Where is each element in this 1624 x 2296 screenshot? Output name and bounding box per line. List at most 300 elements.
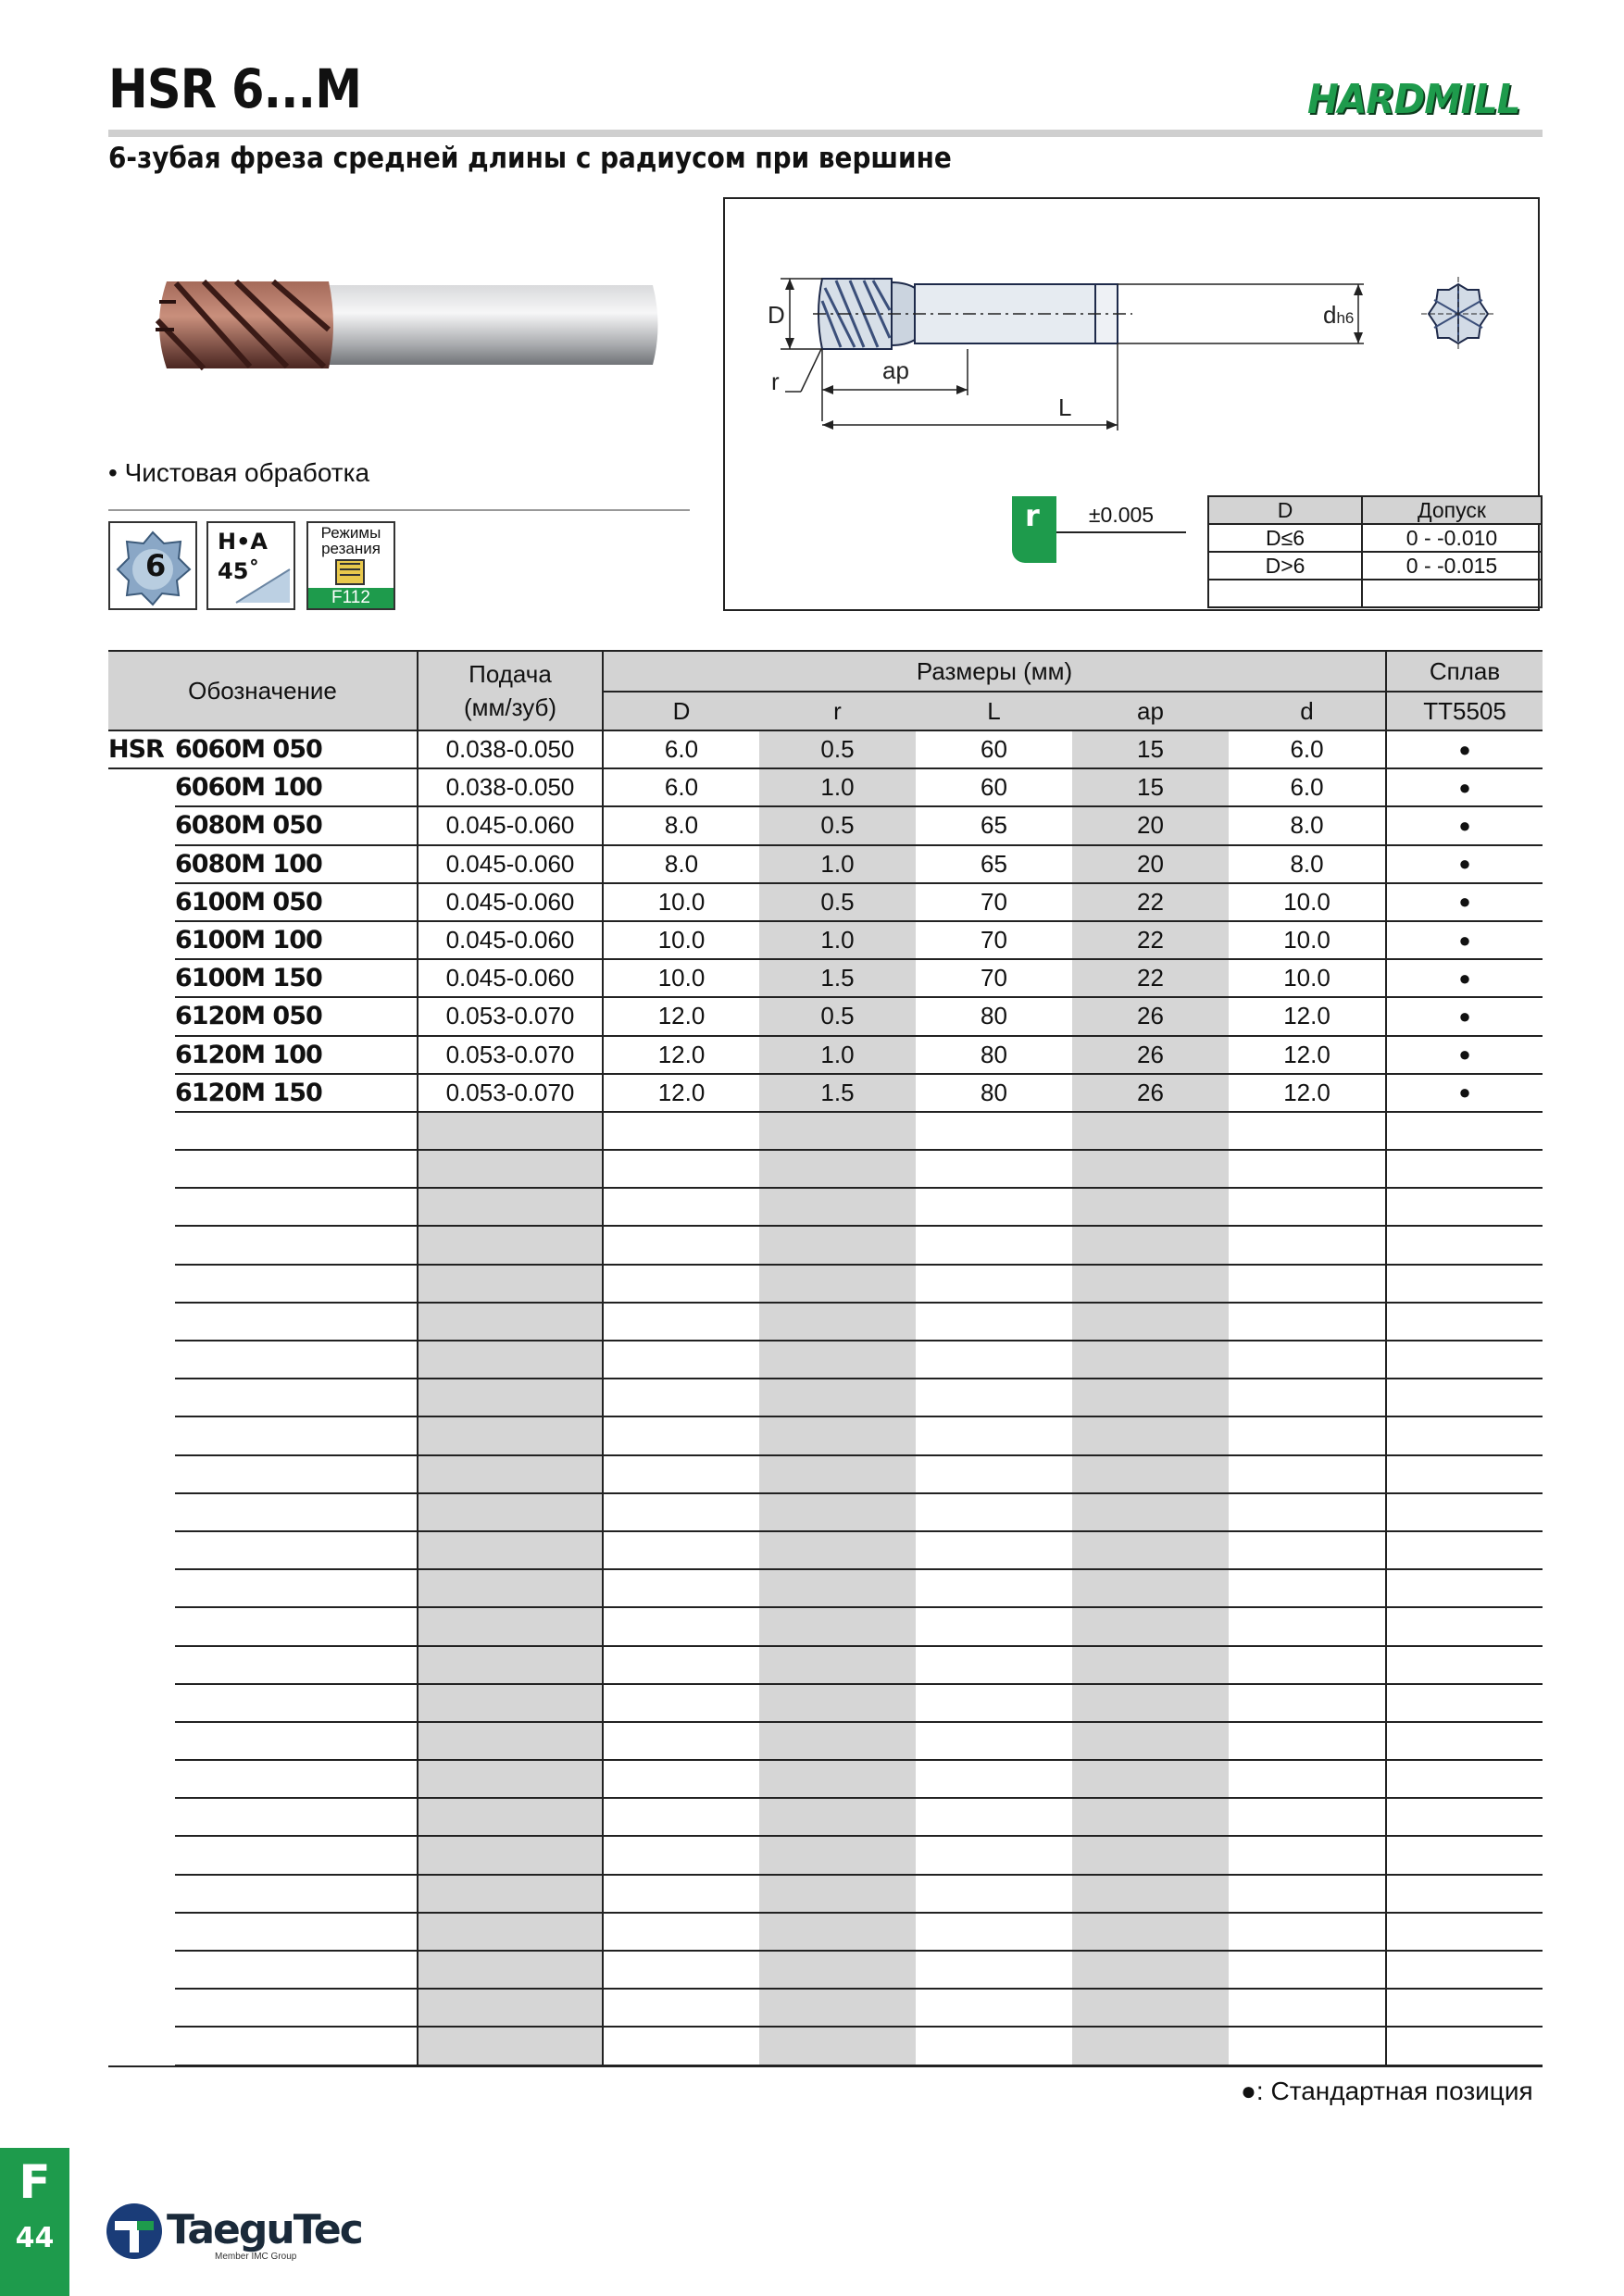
header-dimensions: Размеры (мм) <box>603 651 1386 692</box>
empty-cell <box>175 1989 418 2027</box>
empty-cell <box>175 1112 418 1150</box>
empty-cell <box>1386 2027 1543 2065</box>
empty-cell <box>108 1722 175 1760</box>
empty-cell <box>1386 1569 1543 1607</box>
dim-D-cell: 8.0 <box>603 845 759 883</box>
empty-cell <box>1072 1455 1229 1493</box>
empty-cell <box>759 1875 916 1913</box>
dim-r-cell: 1.0 <box>759 768 916 806</box>
empty-cell <box>1386 1303 1543 1341</box>
feed-cell: 0.053-0.070 <box>418 1074 603 1112</box>
empty-cell <box>108 1684 175 1722</box>
feature-item: • Чистовая обработка <box>108 458 370 487</box>
end-mill-photo <box>148 274 668 376</box>
dim-L-cell: 80 <box>916 1036 1072 1074</box>
empty-cell <box>1229 1265 1386 1303</box>
dim-r-cell: 0.5 <box>759 883 916 921</box>
feed-cell: 0.045-0.060 <box>418 921 603 959</box>
dim-r-cell: 0.5 <box>759 806 916 844</box>
dim-d-cell: 6.0 <box>1229 730 1386 768</box>
empty-cell <box>759 1989 916 2027</box>
empty-cell <box>1072 1226 1229 1264</box>
feature-divider <box>108 509 690 511</box>
empty-cell <box>759 1416 916 1454</box>
empty-cell <box>1072 1265 1229 1303</box>
dim-D-cell: 8.0 <box>603 806 759 844</box>
dim-r-cell: 0.5 <box>759 730 916 768</box>
page-subtitle: 6-зубая фреза средней длины с радиусом при вершине <box>108 142 952 175</box>
empty-cell <box>1072 1836 1229 1874</box>
dim-r-cell: 1.0 <box>759 921 916 959</box>
empty-cell <box>418 1150 603 1188</box>
header-d: d <box>1229 692 1386 730</box>
empty-cell <box>1386 1760 1543 1798</box>
empty-cell <box>759 1913 916 1951</box>
empty-cell <box>108 1760 175 1798</box>
dim-r-cell: 1.0 <box>759 1036 916 1074</box>
empty-cell <box>418 1303 603 1341</box>
stock-mark: ● <box>1386 806 1543 844</box>
table-row <box>108 959 1543 997</box>
dimension-d-label: dh6 <box>1323 301 1355 329</box>
empty-cell <box>108 1531 175 1569</box>
empty-cell <box>1386 1379 1543 1416</box>
empty-cell <box>1072 1722 1229 1760</box>
empty-cell <box>916 1951 1072 1989</box>
empty-cell <box>759 1188 916 1226</box>
empty-cell <box>1072 1798 1229 1836</box>
empty-cell <box>175 1913 418 1951</box>
company-subtitle: Member IMC Group <box>215 2252 297 2262</box>
empty-cell <box>1072 1531 1229 1569</box>
angle-wedge-icon <box>208 523 294 608</box>
empty-cell <box>1229 1455 1386 1493</box>
empty-cell <box>916 1455 1072 1493</box>
radius-tolerance-badge <box>1012 496 1056 563</box>
empty-cell <box>1229 1531 1386 1569</box>
empty-cell <box>603 1875 759 1913</box>
dimension-r-label: r <box>771 368 780 395</box>
header-divider <box>108 130 1543 137</box>
feed-cell: 0.045-0.060 <box>418 845 603 883</box>
empty-cell <box>175 1303 418 1341</box>
empty-row <box>108 1188 1543 1226</box>
stock-mark: ● <box>1386 997 1543 1035</box>
series-prefix <box>108 1036 175 1074</box>
empty-cell <box>1072 1493 1229 1531</box>
empty-cell <box>1386 1951 1543 1989</box>
empty-cell <box>759 1455 916 1493</box>
dim-ap-cell: 20 <box>1072 806 1229 844</box>
empty-cell <box>1229 1379 1386 1416</box>
empty-cell <box>759 1493 916 1531</box>
dim-d-cell: 12.0 <box>1229 1074 1386 1112</box>
series-prefix <box>108 1074 175 1112</box>
empty-cell <box>916 1226 1072 1264</box>
empty-cell <box>1072 1875 1229 1913</box>
empty-cell <box>1386 1188 1543 1226</box>
empty-cell <box>1386 1226 1543 1264</box>
radius-tolerance-value: ±0.005 <box>1056 496 1186 533</box>
feed-cell: 0.045-0.060 <box>418 883 603 921</box>
designation-code: 6060M 100 <box>175 768 418 806</box>
empty-cell <box>1386 1875 1543 1913</box>
empty-cell <box>418 1836 603 1874</box>
empty-cell <box>418 1531 603 1569</box>
empty-cell <box>418 1951 603 1989</box>
empty-cell <box>603 1646 759 1684</box>
cutting-conditions-page-ref: F112 <box>308 588 394 608</box>
empty-cell <box>603 1760 759 1798</box>
tolerance-cell <box>1208 580 1362 607</box>
page-number: 44 <box>15 2222 55 2254</box>
designation-code: 6100M 050 <box>175 883 418 921</box>
empty-cell <box>418 1569 603 1607</box>
empty-cell <box>1386 1798 1543 1836</box>
designation-code: 6120M 150 <box>175 1074 418 1112</box>
designation-code: 6120M 100 <box>175 1036 418 1074</box>
empty-cell <box>1072 1112 1229 1150</box>
empty-cell <box>175 1188 418 1226</box>
empty-cell <box>916 1188 1072 1226</box>
table-row <box>108 768 1543 806</box>
empty-cell <box>108 1875 175 1913</box>
empty-cell <box>1229 1646 1386 1684</box>
empty-cell <box>603 1989 759 2027</box>
empty-cell <box>916 1150 1072 1188</box>
empty-cell <box>1229 1226 1386 1264</box>
feed-cell: 0.045-0.060 <box>418 959 603 997</box>
table-row <box>108 997 1543 1035</box>
empty-cell <box>108 1188 175 1226</box>
empty-row <box>108 1531 1543 1569</box>
empty-cell <box>1072 1913 1229 1951</box>
empty-cell <box>418 1455 603 1493</box>
dim-L-cell: 70 <box>916 921 1072 959</box>
empty-cell <box>603 1150 759 1188</box>
empty-row <box>108 1341 1543 1379</box>
series-prefix <box>108 806 175 844</box>
hardness-label: H•A <box>218 529 268 555</box>
empty-row <box>108 1303 1543 1341</box>
empty-cell <box>175 2027 418 2065</box>
empty-cell <box>1229 1493 1386 1531</box>
empty-cell <box>175 1951 418 1989</box>
dim-L-cell: 60 <box>916 768 1072 806</box>
empty-cell <box>603 1951 759 1989</box>
table-row <box>108 1036 1543 1074</box>
empty-cell <box>1229 2027 1386 2065</box>
helix-angle-label: 45˚ <box>218 558 260 584</box>
dim-r-cell: 0.5 <box>759 997 916 1035</box>
table-row <box>108 1074 1543 1112</box>
tolerance-header-tolerance: Допуск <box>1362 496 1542 524</box>
dimension-L-label: L <box>1058 393 1072 421</box>
series-prefix <box>108 997 175 1035</box>
header-D: D <box>603 692 759 730</box>
legend-standard-item: ●: Стандартная позиция <box>1241 2077 1533 2105</box>
dim-L-cell: 70 <box>916 883 1072 921</box>
cutting-conditions-label: Режимы резания <box>320 524 381 557</box>
feed-cell: 0.045-0.060 <box>418 806 603 844</box>
empty-cell <box>418 1265 603 1303</box>
empty-cell <box>603 1416 759 1454</box>
dim-D-cell: 6.0 <box>603 768 759 806</box>
empty-cell <box>175 1569 418 1607</box>
empty-row <box>108 1913 1543 1951</box>
empty-cell <box>1386 1836 1543 1874</box>
empty-cell <box>1386 1416 1543 1454</box>
empty-row <box>108 1875 1543 1913</box>
empty-cell <box>1229 1913 1386 1951</box>
tolerance-cell: 0 - -0.010 <box>1362 524 1542 552</box>
empty-cell <box>916 1112 1072 1150</box>
dim-L-cell: 65 <box>916 806 1072 844</box>
empty-row <box>108 1150 1543 1188</box>
empty-row <box>108 1379 1543 1416</box>
empty-cell <box>1072 1646 1229 1684</box>
dim-r-cell: 1.5 <box>759 959 916 997</box>
dim-d-cell: 10.0 <box>1229 959 1386 997</box>
empty-cell <box>1229 1303 1386 1341</box>
empty-cell <box>108 1416 175 1454</box>
dim-L-cell: 65 <box>916 845 1072 883</box>
dimension-ap-label: ap <box>882 356 909 384</box>
empty-row <box>108 1493 1543 1531</box>
empty-cell <box>175 1265 418 1303</box>
header-alloy: Сплав <box>1386 651 1543 692</box>
dimension-D-label: D <box>768 301 785 329</box>
empty-cell <box>1229 1416 1386 1454</box>
flute-count-icon <box>108 521 197 610</box>
empty-cell <box>916 1798 1072 1836</box>
empty-cell <box>175 1684 418 1722</box>
empty-cell <box>108 1265 175 1303</box>
empty-cell <box>1386 1913 1543 1951</box>
dim-ap-cell: 26 <box>1072 997 1229 1035</box>
empty-cell <box>108 1455 175 1493</box>
empty-cell <box>1229 1188 1386 1226</box>
empty-cell <box>916 1760 1072 1798</box>
stock-mark: ● <box>1386 730 1543 768</box>
table-bottom-rule <box>108 2065 1543 2067</box>
brand-logo: HARDMILL <box>1307 76 1520 123</box>
empty-cell <box>418 1379 603 1416</box>
empty-cell <box>759 2027 916 2065</box>
empty-cell <box>1072 1684 1229 1722</box>
section-tab <box>0 2148 69 2296</box>
empty-cell <box>1386 1607 1543 1645</box>
stock-mark: ● <box>1386 1036 1543 1074</box>
empty-cell <box>1072 1150 1229 1188</box>
empty-cell <box>418 1416 603 1454</box>
empty-cell <box>1229 1836 1386 1874</box>
empty-cell <box>916 1722 1072 1760</box>
empty-cell <box>916 1531 1072 1569</box>
empty-cell <box>759 1569 916 1607</box>
empty-cell <box>175 1341 418 1379</box>
flute-count-label: 6 <box>145 548 167 583</box>
empty-cell <box>759 1341 916 1379</box>
empty-cell <box>1386 1112 1543 1150</box>
empty-cell <box>603 1913 759 1951</box>
empty-cell <box>418 1798 603 1836</box>
empty-cell <box>916 1684 1072 1722</box>
empty-cell <box>759 1150 916 1188</box>
empty-row <box>108 1798 1543 1836</box>
dim-D-cell: 12.0 <box>603 997 759 1035</box>
empty-cell <box>175 1379 418 1416</box>
empty-cell <box>759 1226 916 1264</box>
dim-ap-cell: 15 <box>1072 730 1229 768</box>
empty-cell <box>418 1112 603 1150</box>
empty-cell <box>175 1607 418 1645</box>
empty-cell <box>175 1798 418 1836</box>
empty-cell <box>1229 1569 1386 1607</box>
empty-cell <box>603 1531 759 1569</box>
table-row <box>108 806 1543 844</box>
empty-cell <box>603 1455 759 1493</box>
designation-code: 6120M 050 <box>175 997 418 1035</box>
empty-cell <box>759 1646 916 1684</box>
empty-cell <box>916 1646 1072 1684</box>
empty-cell <box>418 1722 603 1760</box>
empty-cell <box>175 1875 418 1913</box>
empty-cell <box>1229 1722 1386 1760</box>
dim-L-cell: 80 <box>916 997 1072 1035</box>
empty-cell <box>1072 1569 1229 1607</box>
empty-cell <box>916 1416 1072 1454</box>
empty-cell <box>108 1989 175 2027</box>
empty-cell <box>1072 1416 1229 1454</box>
dim-ap-cell: 22 <box>1072 921 1229 959</box>
empty-cell <box>1229 1798 1386 1836</box>
empty-cell <box>108 1913 175 1951</box>
dim-ap-cell: 22 <box>1072 959 1229 997</box>
dim-d-cell: 12.0 <box>1229 1036 1386 1074</box>
empty-cell <box>759 1607 916 1645</box>
empty-cell <box>1072 1303 1229 1341</box>
series-prefix <box>108 883 175 921</box>
empty-cell <box>108 1646 175 1684</box>
empty-cell <box>1072 1341 1229 1379</box>
feed-cell: 0.053-0.070 <box>418 1036 603 1074</box>
empty-cell <box>175 1455 418 1493</box>
series-prefix <box>108 921 175 959</box>
empty-cell <box>1229 1989 1386 2027</box>
empty-cell <box>1229 1341 1386 1379</box>
dim-r-cell: 1.5 <box>759 1074 916 1112</box>
stock-mark: ● <box>1386 768 1543 806</box>
empty-cell <box>175 1836 418 1874</box>
empty-cell <box>1072 1379 1229 1416</box>
empty-cell <box>1229 1875 1386 1913</box>
empty-cell <box>603 1112 759 1150</box>
empty-cell <box>759 1303 916 1341</box>
empty-cell <box>418 1341 603 1379</box>
empty-cell <box>759 1379 916 1416</box>
stock-mark: ● <box>1386 845 1543 883</box>
tolerance-cell: D≤6 <box>1208 524 1362 552</box>
empty-cell <box>603 1493 759 1531</box>
empty-cell <box>108 1303 175 1341</box>
header-r: r <box>759 692 916 730</box>
series-prefix: HSR <box>108 730 175 768</box>
empty-cell <box>603 1379 759 1416</box>
header-designation: Обозначение <box>108 651 418 730</box>
designation-code: 6100M 100 <box>175 921 418 959</box>
empty-cell <box>175 1646 418 1684</box>
empty-cell <box>418 1760 603 1798</box>
empty-cell <box>1386 1722 1543 1760</box>
dim-ap-cell: 26 <box>1072 1036 1229 1074</box>
empty-row <box>108 1951 1543 1989</box>
empty-cell <box>603 2027 759 2065</box>
empty-cell <box>175 1531 418 1569</box>
empty-cell <box>1386 1341 1543 1379</box>
radius-badge-label: r <box>1025 498 1040 533</box>
dim-ap-cell: 20 <box>1072 845 1229 883</box>
table-row <box>108 883 1543 921</box>
dim-D-cell: 12.0 <box>603 1036 759 1074</box>
designation-code: 6060M 050 <box>175 730 418 768</box>
empty-cell <box>108 1226 175 1264</box>
empty-cell <box>916 1493 1072 1531</box>
dim-d-cell: 10.0 <box>1229 921 1386 959</box>
empty-cell <box>603 1607 759 1645</box>
section-letter: F <box>19 2155 51 2209</box>
designation-code: 6100M 150 <box>175 959 418 997</box>
empty-cell <box>1072 1607 1229 1645</box>
empty-cell <box>108 1607 175 1645</box>
empty-cell <box>108 1836 175 1874</box>
diameter-tolerance-table <box>1207 495 1543 608</box>
empty-cell <box>1386 1684 1543 1722</box>
dim-d-cell: 8.0 <box>1229 806 1386 844</box>
dim-d-cell: 10.0 <box>1229 883 1386 921</box>
dim-D-cell: 6.0 <box>603 730 759 768</box>
empty-cell <box>108 1341 175 1379</box>
empty-cell <box>916 1913 1072 1951</box>
tolerance-cell <box>1362 580 1542 607</box>
empty-cell <box>1229 1760 1386 1798</box>
empty-cell <box>108 1112 175 1150</box>
empty-cell <box>1229 1951 1386 1989</box>
page-title: HSR 6...M <box>108 57 362 120</box>
empty-cell <box>603 1569 759 1607</box>
empty-cell <box>175 1226 418 1264</box>
empty-row <box>108 2027 1543 2065</box>
cutting-conditions-icon <box>306 521 395 610</box>
empty-cell <box>916 1836 1072 1874</box>
product-table <box>108 650 1543 2066</box>
feed-cell: 0.038-0.050 <box>418 768 603 806</box>
empty-cell <box>175 1493 418 1531</box>
empty-cell <box>1386 1646 1543 1684</box>
empty-cell <box>759 1951 916 1989</box>
company-name: TaeguTec <box>167 2206 362 2253</box>
empty-cell <box>603 1188 759 1226</box>
empty-cell <box>1386 1531 1543 1569</box>
empty-cell <box>916 1989 1072 2027</box>
tolerance-header-D: D <box>1208 496 1362 524</box>
dim-D-cell: 10.0 <box>603 959 759 997</box>
dim-ap-cell: 26 <box>1072 1074 1229 1112</box>
empty-cell <box>916 1607 1072 1645</box>
empty-cell <box>108 1379 175 1416</box>
empty-cell <box>759 1760 916 1798</box>
empty-cell <box>418 2027 603 2065</box>
